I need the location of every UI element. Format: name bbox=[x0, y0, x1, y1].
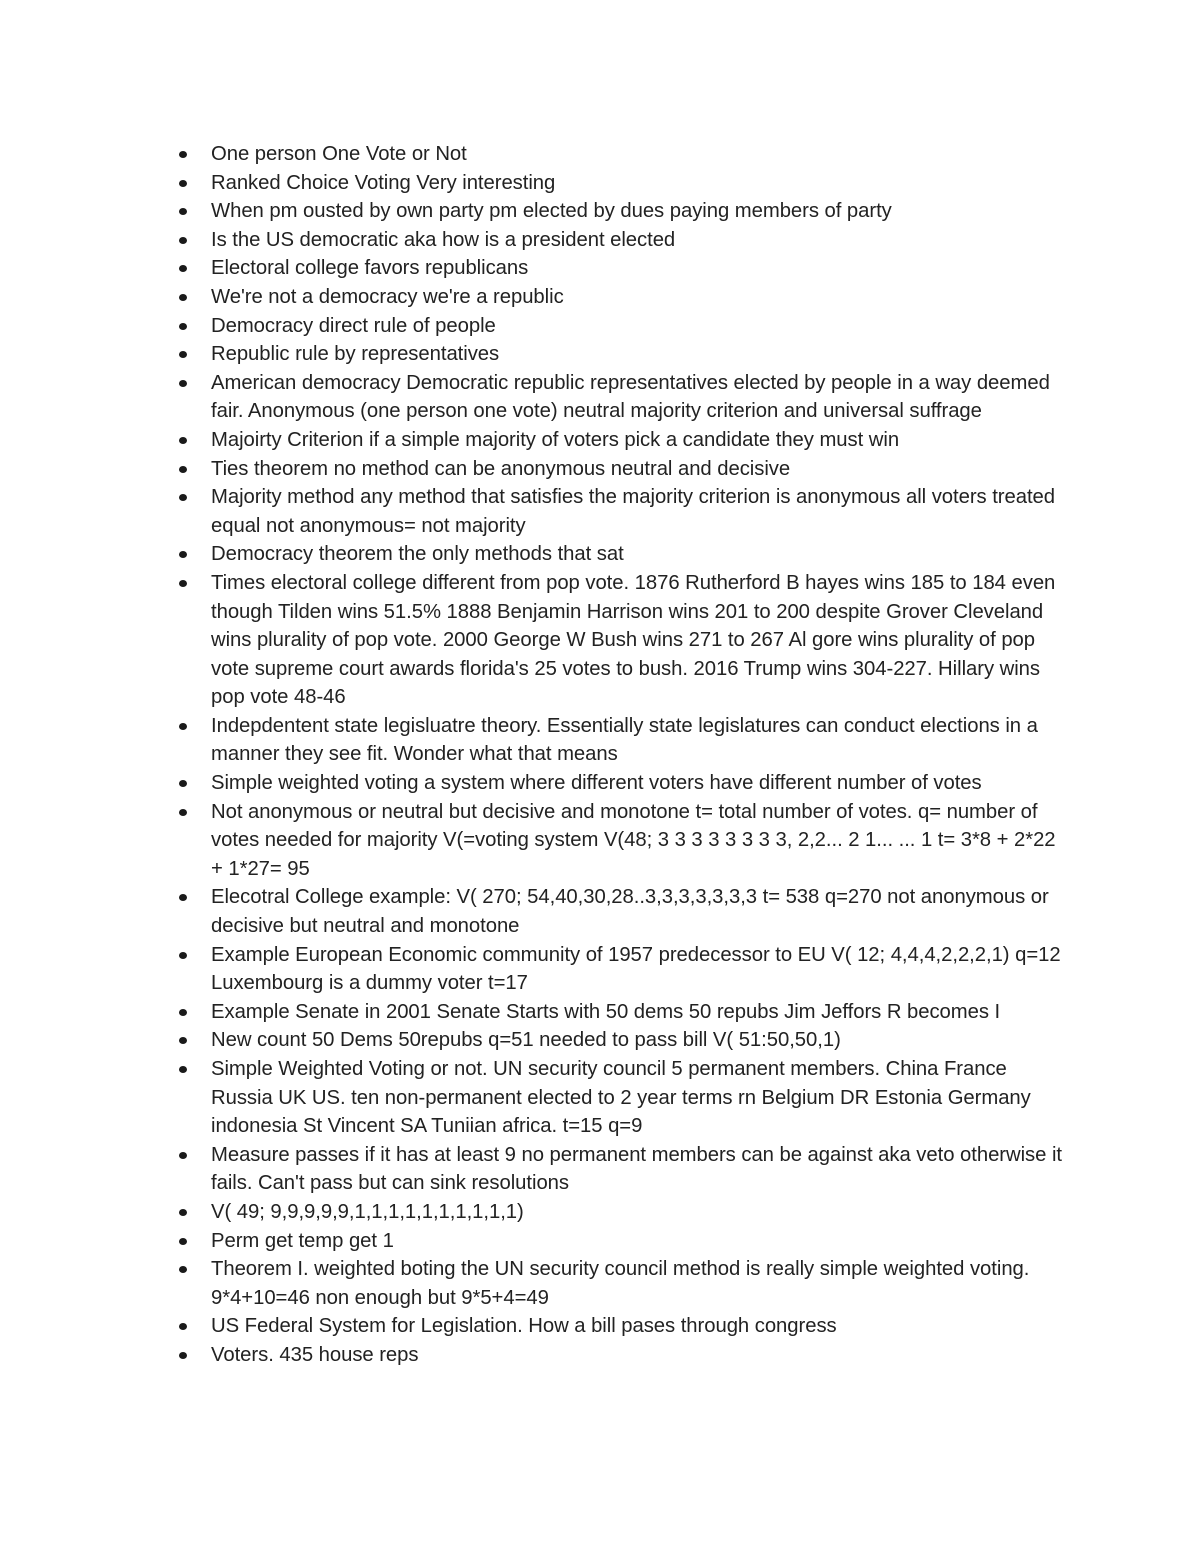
list-item-text: Voters. 435 house reps bbox=[211, 1343, 419, 1366]
list-item bbox=[178, 569, 1068, 712]
list-item-text: Electoral college favors republicans bbox=[211, 257, 529, 280]
list-item bbox=[178, 312, 1068, 341]
bullet-icon bbox=[179, 351, 187, 358]
bullet-icon bbox=[179, 952, 187, 959]
list-item bbox=[178, 226, 1068, 255]
notes-bullet-list bbox=[178, 140, 1068, 1370]
list-item-text: Ties theorem no method can be anonymous neutral and decisive bbox=[211, 457, 791, 480]
list-item bbox=[178, 712, 1068, 769]
list-item bbox=[178, 1255, 1068, 1312]
list-item bbox=[178, 1198, 1068, 1227]
bullet-icon bbox=[179, 437, 187, 444]
list-item bbox=[178, 483, 1068, 540]
bullet-icon bbox=[179, 294, 187, 301]
list-item bbox=[178, 769, 1068, 798]
list-item-text: Democracy theorem the only methods that sat bbox=[211, 543, 624, 566]
bullet-icon bbox=[179, 1037, 187, 1044]
list-item-text: Democracy direct rule of people bbox=[211, 314, 496, 337]
list-item-text: Times electoral college different from pop vote. 1876 Rutherford B hayes wins 185 to 184 even though Tilden wins 51.5% 1888 Benjamin Harrison wins 201 to 200 despite Grover Cleveland wins plurality of pop vote. 2000 George W Bush wins 271 to 267 Al gore wins plurality of pop vote supreme court awards florida's 25 votes to bush. 2016 Trump wins 304-227. Hillary wins pop vote 48-46 bbox=[211, 571, 1056, 709]
bullet-icon bbox=[179, 580, 187, 587]
bullet-icon bbox=[179, 1323, 187, 1330]
list-item-text: V( 49; 9,9,9,9,9,1,1,1,1,1,1,1,1,1,1) bbox=[211, 1200, 524, 1223]
list-item bbox=[178, 140, 1068, 169]
list-item-text: Perm get temp get 1 bbox=[211, 1229, 394, 1252]
list-item bbox=[178, 1341, 1068, 1370]
list-item-text: Example European Economic community of 1957 predecessor to EU V( 12; 4,4,4,2,2,2,1) q=12 Luxembourg is a dummy voter t=17 bbox=[211, 943, 1061, 995]
bullet-icon bbox=[179, 723, 187, 730]
bullet-icon bbox=[179, 809, 187, 816]
list-item-text: Example Senate in 2001 Senate Starts with 50 dems 50 repubs Jim Jeffors R becomes I bbox=[211, 1000, 1001, 1023]
list-item bbox=[178, 1055, 1068, 1141]
bullet-icon bbox=[179, 494, 187, 501]
list-item-text: Is the US democratic aka how is a president elected bbox=[211, 228, 676, 251]
list-item bbox=[178, 1227, 1068, 1256]
list-item bbox=[178, 1026, 1068, 1055]
list-item-text: Majority method any method that satisfies the majority criterion is anonymous all voters treated equal not anonymous= not majority bbox=[211, 486, 1056, 537]
list-item-text: Theorem I. weighted boting the UN security council method is really simple weighted voting. 9*4+10=46 non enough but 9*5+4=49 bbox=[211, 1258, 1030, 1309]
list-item-text: Simple weighted voting a system where different voters have different number of votes bbox=[211, 772, 982, 795]
bullet-icon bbox=[179, 208, 187, 215]
list-item bbox=[178, 426, 1068, 455]
list-item bbox=[178, 883, 1068, 940]
bullet-icon bbox=[179, 1352, 187, 1359]
list-item bbox=[178, 998, 1068, 1027]
bullet-icon bbox=[179, 551, 187, 558]
list-item-text: When pm ousted by own party pm elected by dues paying members of party bbox=[211, 200, 892, 223]
list-item-text: One person One Vote or Not bbox=[211, 143, 467, 165]
bullet-icon bbox=[179, 265, 187, 272]
bullet-icon bbox=[179, 323, 187, 330]
bullet-icon bbox=[179, 1238, 187, 1245]
list-item-text: Republic rule by representatives bbox=[211, 343, 500, 366]
bullet-icon bbox=[179, 237, 187, 244]
list-item-text: Indepdentent state legisluatre theory. Essentially state legislatures can conduct elections in a manner they see fit. Wonder what that means bbox=[211, 714, 1038, 766]
list-item-text: Not anonymous or neutral but decisive and monotone t= total number of votes. q= number of votes needed for majority V(=voting system V(48; 3 3 3 3 3 3 3 3, 2,2... 2 1... ... 1 t= 3*8 + 2*22 + 1*27= 95 bbox=[211, 800, 1056, 880]
bullet-icon bbox=[179, 466, 187, 473]
bullet-icon bbox=[179, 1266, 187, 1273]
bullet-icon bbox=[179, 1009, 187, 1016]
list-item bbox=[178, 941, 1068, 998]
list-item bbox=[178, 1141, 1068, 1198]
list-item-text: Ranked Choice Voting Very interesting bbox=[211, 171, 556, 194]
list-item bbox=[178, 798, 1068, 884]
list-item-text: Elecotral College example: V( 270; 54,40,30,28..3,3,3,3,3,3,3 t= 538 q=270 not anonymous or decisive but neutral and monotone bbox=[211, 886, 1049, 938]
list-item bbox=[178, 169, 1068, 198]
list-item-text: Measure passes if it has at least 9 no permanent members can be against aka veto otherwise it fails. Can't pass but can sink resolutions bbox=[211, 1143, 1062, 1195]
bullet-icon bbox=[179, 1152, 187, 1159]
list-item bbox=[178, 340, 1068, 369]
bullet-icon bbox=[179, 1209, 187, 1216]
list-item-text: We're not a democracy we're a republic bbox=[211, 285, 564, 308]
list-item-text: American democracy Democratic republic representatives elected by people in a way deemed fair. Anonymous (one person one vote) neutral majority criterion and universal suffrage bbox=[211, 371, 1050, 423]
list-item-text: Simple Weighted Voting or not. UN security council 5 permanent members. China France Russia UK US. ten non-permanent elected to 2 year terms rn Belgium DR Estonia Germany indonesia St Vincent SA Tuniian africa. t=15 q=9 bbox=[211, 1058, 1031, 1138]
bullet-icon bbox=[179, 380, 187, 387]
bullet-icon bbox=[179, 180, 187, 187]
bullet-icon bbox=[179, 780, 187, 787]
list-item bbox=[178, 254, 1068, 283]
list-item bbox=[178, 540, 1068, 569]
list-item bbox=[178, 455, 1068, 484]
list-item-text: Majoirty Criterion if a simple majority of voters pick a candidate they must win bbox=[211, 428, 900, 451]
list-item bbox=[178, 197, 1068, 226]
list-item bbox=[178, 1312, 1068, 1341]
bullet-icon bbox=[179, 1066, 187, 1073]
bullet-icon bbox=[179, 151, 187, 158]
list-item-text: US Federal System for Legislation. How a bill pases through congress bbox=[211, 1315, 837, 1338]
bullet-icon bbox=[179, 894, 187, 901]
list-item bbox=[178, 283, 1068, 312]
list-item bbox=[178, 369, 1068, 426]
list-item-text: New count 50 Dems 50repubs q=51 needed to pass bill V( 51:50,50,1) bbox=[211, 1029, 841, 1052]
